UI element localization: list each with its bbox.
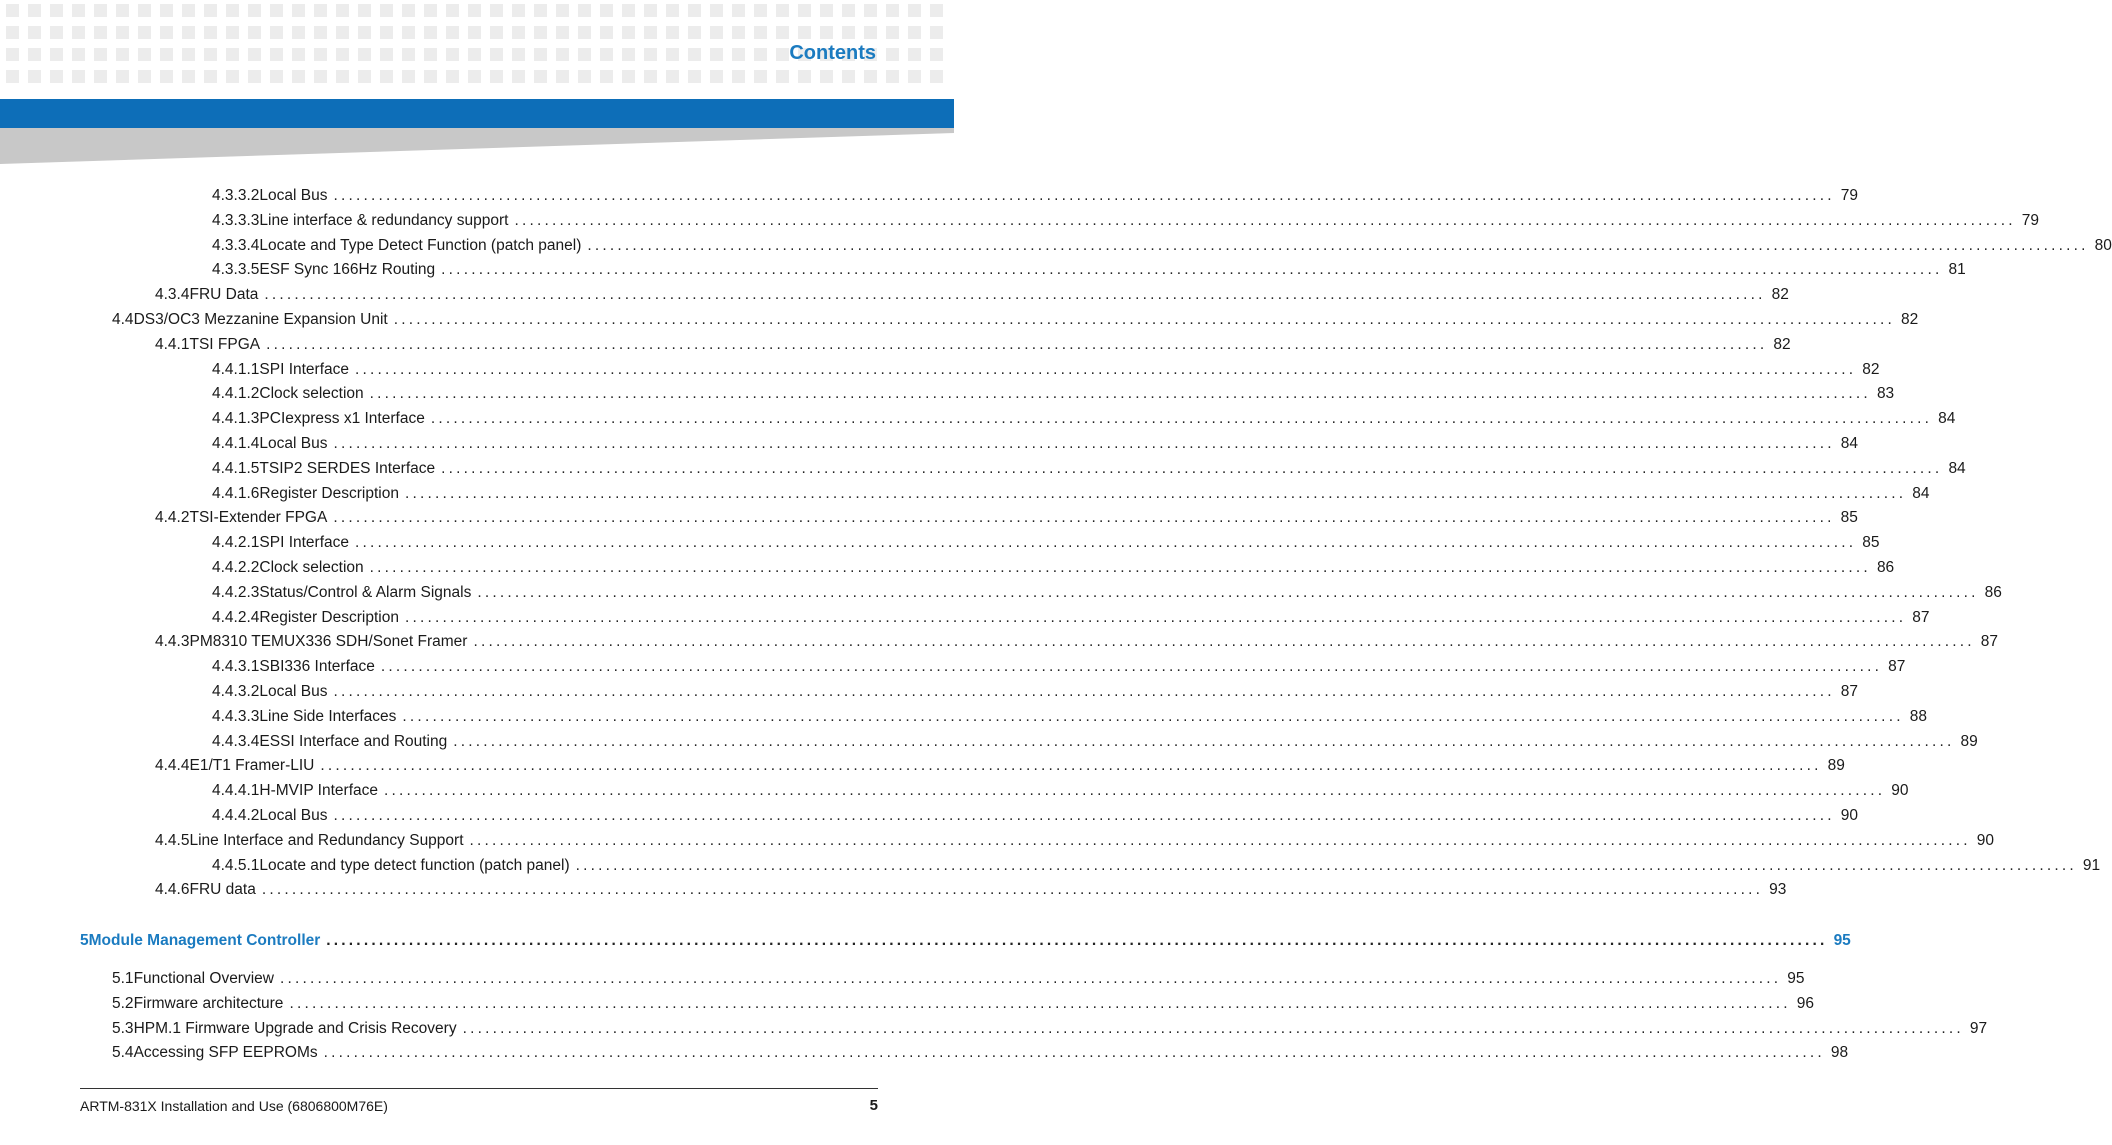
toc-entry-title: Local Bus	[259, 433, 333, 455]
toc-dot-leader: ........................................................................................................................................................................................................	[380, 658, 1883, 676]
toc-dot-leader: ........................................................................................................................................................................................................	[575, 856, 2077, 874]
toc-dot-leader: ........................................................................................................................................................................................................	[477, 583, 1979, 601]
toc-entry-page: 87	[1912, 608, 1930, 626]
toc-entry[interactable]	[212, 483, 1930, 505]
toc-entry[interactable]	[212, 805, 1859, 827]
header-grey-wedge	[0, 128, 954, 164]
toc-entry-number: 4.4.3.3	[212, 707, 260, 725]
toc-entry-page: 82	[1862, 360, 1880, 378]
toc-entry-page: 84	[1948, 459, 1966, 477]
toc-dot-leader: ........................................................................................................................................................................................................	[369, 385, 1871, 403]
toc-entry-number: 5.4	[112, 1044, 134, 1062]
toc-entry[interactable]	[212, 235, 2112, 257]
toc-entry-title: Accessing SFP EEPROMs	[134, 1042, 324, 1064]
toc-entry[interactable]	[155, 334, 1791, 356]
toc-dot-leader: ........................................................................................................................................................................................................	[264, 286, 1766, 304]
toc-dot-leader: ........................................................................................................................................................................................................	[514, 211, 2016, 229]
toc-entry[interactable]	[112, 1018, 1988, 1040]
toc-entry[interactable]	[212, 433, 1859, 455]
toc-dot-leader: ........................................................................................................................................................................................................	[404, 608, 1907, 626]
toc-entry-page: 84	[1840, 435, 1859, 452]
toc-entry-number: 4.3.3.2	[212, 187, 260, 204]
toc-entry[interactable]	[155, 507, 1858, 529]
toc-entry[interactable]	[112, 993, 1814, 1015]
toc-entry-title: PCIexpress x1 Interface	[259, 408, 430, 430]
toc-entry-page: 95	[1787, 970, 1805, 987]
toc-entry-number: 4.4.3.2	[212, 683, 260, 700]
toc-dot-leader: ........................................................................................................................................................................................................	[587, 236, 2089, 254]
toc-dot-leader: ........................................................................................................................................................................................................	[333, 435, 1835, 452]
toc-entry[interactable]	[212, 582, 2002, 604]
toc-entry[interactable]	[155, 879, 1787, 901]
toc-entry-title: PM8310 TEMUX336 SDH/Sonet Framer	[189, 631, 473, 653]
toc-entry-title: Functional Overview	[134, 968, 280, 990]
toc-dot-leader: ........................................................................................................................................................................................................	[355, 534, 1857, 552]
toc-entry-number: 4.4.3.4	[212, 732, 260, 750]
toc-entry-number: 4.4.4.2	[212, 807, 260, 824]
toc-entry-number: 4.4.2.3	[212, 583, 260, 601]
toc-entry-page: 90	[1891, 782, 1909, 800]
toc-entry-title: HPM.1 Firmware Upgrade and Crisis Recovery	[134, 1018, 463, 1040]
toc-dot-leader: ........................................................................................................................................................................................................	[473, 633, 1975, 651]
toc-entry[interactable]	[212, 780, 1909, 802]
toc-entry[interactable]	[112, 309, 1919, 331]
toc-entry-title: ESF Sync 166Hz Routing	[259, 259, 441, 281]
toc-dot-leader: ........................................................................................................................................................................................................	[430, 410, 1933, 428]
toc-entry-page: 97	[1969, 1019, 1988, 1037]
header-blue-bar	[0, 99, 954, 128]
toc-entry-page: 80	[2094, 236, 2112, 254]
toc-entry-number: 4.3.3.5	[212, 261, 260, 279]
toc-entry-title: Local Bus	[259, 185, 333, 207]
footer-document-title: ARTM-831X Installation and Use (6806800M76E)	[80, 1098, 388, 1114]
toc-entry[interactable]	[212, 656, 1906, 678]
toc-dot-leader: ........................................................................................................................................................................................................	[333, 683, 1835, 700]
toc-entry-page: 84	[1938, 410, 1956, 428]
toc-dot-leader: ........................................................................................................................................................................................................	[333, 187, 1835, 204]
toc-entry-page: 81	[1948, 261, 1966, 279]
page-title: Contents	[789, 42, 876, 64]
toc-entry-page: 82	[1773, 335, 1791, 353]
toc-dot-leader: ........................................................................................................................................................................................................	[261, 881, 1764, 899]
footer-divider	[80, 1088, 878, 1089]
toc-entry-title: Module Management Controller	[89, 930, 327, 952]
toc-entry[interactable]	[212, 458, 1966, 480]
toc-entry[interactable]	[155, 631, 1998, 653]
toc-dot-leader: ........................................................................................................................................................................................................	[469, 831, 1971, 849]
toc-entry-page: 90	[1976, 831, 1995, 849]
toc-dot-leader: ........................................................................................................................................................................................................	[384, 782, 1886, 800]
toc-entry-page: 79	[1840, 187, 1859, 204]
toc-entry-title: Locate and Type Detect Function (patch panel)	[259, 235, 587, 257]
toc-dot-leader: ........................................................................................................................................................................................................	[453, 732, 1955, 750]
toc-entry[interactable]	[112, 968, 1805, 990]
toc-entry[interactable]	[155, 284, 1789, 306]
toc-entry-title: ESSI Interface and Routing	[259, 731, 453, 753]
toc-entry-title: Status/Control & Alarm Signals	[259, 582, 477, 604]
toc-entry-page: 86	[1984, 583, 2002, 601]
toc-dot-leader: ........................................................................................................................................................................................................	[369, 559, 1871, 576]
toc-entry-number: 4.4.1.4	[212, 435, 260, 452]
toc-entry-title: Clock selection	[259, 557, 369, 579]
toc-entry[interactable]	[80, 930, 1851, 952]
toc-entry-page: 85	[1840, 509, 1858, 527]
toc-entry-title: DS3/OC3 Mezzanine Expansion Unit	[134, 309, 394, 331]
toc-entry-number: 4.4.2.4	[212, 608, 260, 626]
toc-entry[interactable]	[212, 359, 1880, 381]
toc-entry-page: 82	[1901, 311, 1919, 328]
toc-entry-number: 4.4.2.1	[212, 534, 260, 552]
toc-entry-title: Local Bus	[259, 805, 333, 827]
toc-dot-leader: ........................................................................................................................................................................................................	[333, 509, 1835, 527]
toc-entry-title: FRU Data	[189, 284, 264, 306]
toc-entry-title: Register Description	[259, 607, 405, 629]
toc-entry-number: 4.3.3.3	[212, 211, 260, 229]
footer-page-number: 5	[869, 1097, 878, 1114]
toc-entry-number: 4.3.3.4	[212, 236, 260, 254]
toc-entry[interactable]	[212, 185, 1859, 207]
toc-entry-page: 91	[2082, 856, 2101, 874]
toc-entry-title: SPI Interface	[259, 359, 355, 381]
toc-entry-page: 93	[1769, 881, 1787, 899]
toc-entry-page: 86	[1876, 559, 1895, 576]
toc-entry-title: TSI FPGA	[189, 334, 266, 356]
toc-entry-title: Line Interface and Redundancy Support	[189, 830, 469, 852]
toc-entry-number: 4.4.1.2	[212, 385, 260, 403]
toc-entry-page: 87	[1980, 633, 1998, 651]
toc-entry[interactable]	[212, 210, 2039, 232]
toc-entry-page: 96	[1796, 994, 1814, 1012]
toc-entry-title: Register Description	[259, 483, 405, 505]
toc-entry-number: 4.4.2	[155, 509, 190, 527]
toc-dot-leader: ........................................................................................................................................................................................................	[323, 1044, 1825, 1062]
toc-entry-title: Locate and type detect function (patch panel)	[259, 855, 575, 877]
toc-entry-number: 4.4.4	[155, 757, 190, 775]
toc-entry-page: 89	[1827, 757, 1845, 775]
toc-entry-number: 4.4.2.2	[212, 559, 260, 576]
toc-entry-title: Firmware architecture	[134, 993, 290, 1015]
toc-entry[interactable]	[155, 830, 1995, 852]
toc-entry-page: 79	[2021, 211, 2039, 229]
toc-entry-page: 85	[1862, 534, 1880, 552]
toc-entry-title: H-MVIP Interface	[259, 780, 384, 802]
toc-entry-number: 4.4.1	[155, 335, 190, 353]
toc-entry-page: 83	[1876, 385, 1895, 403]
toc-entry[interactable]	[155, 755, 1845, 777]
toc-entry-title: TSIP2 SERDES Interface	[259, 458, 441, 480]
toc-entry[interactable]	[212, 532, 1880, 554]
toc-dot-leader: ........................................................................................................................................................................................................	[279, 970, 1782, 987]
toc-entry[interactable]	[212, 607, 1930, 629]
toc-dot-leader: ........................................................................................................................................................................................................	[402, 707, 1904, 725]
toc-entry[interactable]	[212, 681, 1859, 703]
toc-entry-page: 88	[1909, 707, 1927, 725]
toc-entry-number: 5.1	[112, 970, 134, 987]
toc-entry-number: 4.4.1.1	[212, 360, 260, 378]
toc-entry[interactable]	[212, 731, 1978, 753]
toc-entry-page: 89	[1960, 732, 1978, 750]
toc-entry-number: 4.4.3.1	[212, 658, 260, 676]
toc-dot-leader: ........................................................................................................................................................................................................	[289, 994, 1791, 1012]
toc-entry-number: 5.2	[112, 994, 134, 1012]
toc-entry-title: Clock selection	[259, 383, 369, 405]
toc-entry-page: 84	[1912, 484, 1930, 502]
toc-entry-title: TSI-Extender FPGA	[189, 507, 333, 529]
toc-entry-number: 4.4.4.1	[212, 782, 260, 800]
toc-dot-leader: ........................................................................................................................................................................................................	[326, 932, 1828, 950]
toc-entry-page: 87	[1888, 658, 1906, 676]
toc-entry-title: SPI Interface	[259, 532, 355, 554]
toc-dot-leader: ........................................................................................................................................................................................................	[266, 335, 1768, 353]
toc-entry-title: Local Bus	[259, 681, 333, 703]
toc-entry-number: 4.3.4	[155, 286, 190, 304]
toc-entry[interactable]	[212, 383, 1895, 405]
toc-entry[interactable]	[212, 408, 1956, 430]
toc-dot-leader: ........................................................................................................................................................................................................	[441, 459, 1943, 477]
toc-entry-title: Line interface & redundancy support	[259, 210, 514, 232]
toc-entry-number: 5	[80, 932, 89, 950]
toc-entry[interactable]	[112, 1042, 1849, 1064]
toc-dot-leader: ........................................................................................................................................................................................................	[462, 1019, 1964, 1037]
toc-entry-number: 4.4.3	[155, 633, 190, 651]
toc-entry[interactable]	[212, 706, 1927, 728]
toc-dot-leader: ........................................................................................................................................................................................................	[320, 757, 1822, 775]
toc-entry-number: 4.4.5	[155, 831, 190, 849]
toc-entry-page: 98	[1830, 1044, 1849, 1062]
toc-entry[interactable]	[212, 259, 1966, 281]
toc-entry-number: 4.4.5.1	[212, 856, 260, 874]
toc-entry-number: 4.4.6	[155, 881, 190, 899]
toc-dot-leader: ........................................................................................................................................................................................................	[355, 360, 1857, 378]
toc-dot-leader: ........................................................................................................................................................................................................	[441, 261, 1943, 279]
toc-entry[interactable]	[212, 855, 2101, 877]
toc-entry-number: 5.3	[112, 1019, 134, 1037]
toc-dot-leader: ........................................................................................................................................................................................................	[393, 311, 1895, 328]
toc-entry-page: 82	[1771, 286, 1789, 304]
toc-entry-number: 4.4	[112, 311, 134, 328]
toc-entry-title: Line Side Interfaces	[259, 706, 402, 728]
toc-entry-title: E1/T1 Framer-LIU	[189, 755, 320, 777]
toc-entry-title: FRU data	[189, 879, 261, 901]
toc-dot-leader: ........................................................................................................................................................................................................	[333, 807, 1835, 824]
toc-entry-page: 87	[1840, 683, 1859, 700]
toc-entry-number: 4.4.1.6	[212, 484, 260, 502]
toc-entry-title: SBI336 Interface	[259, 656, 380, 678]
toc-entry-number: 4.4.1.3	[212, 410, 260, 428]
toc-entry-number: 4.4.1.5	[212, 459, 260, 477]
toc-dot-leader: ........................................................................................................................................................................................................	[404, 484, 1907, 502]
toc-entry-page: 90	[1840, 807, 1859, 824]
toc-entry[interactable]	[212, 557, 1895, 579]
toc-entry-page: 95	[1833, 932, 1851, 950]
